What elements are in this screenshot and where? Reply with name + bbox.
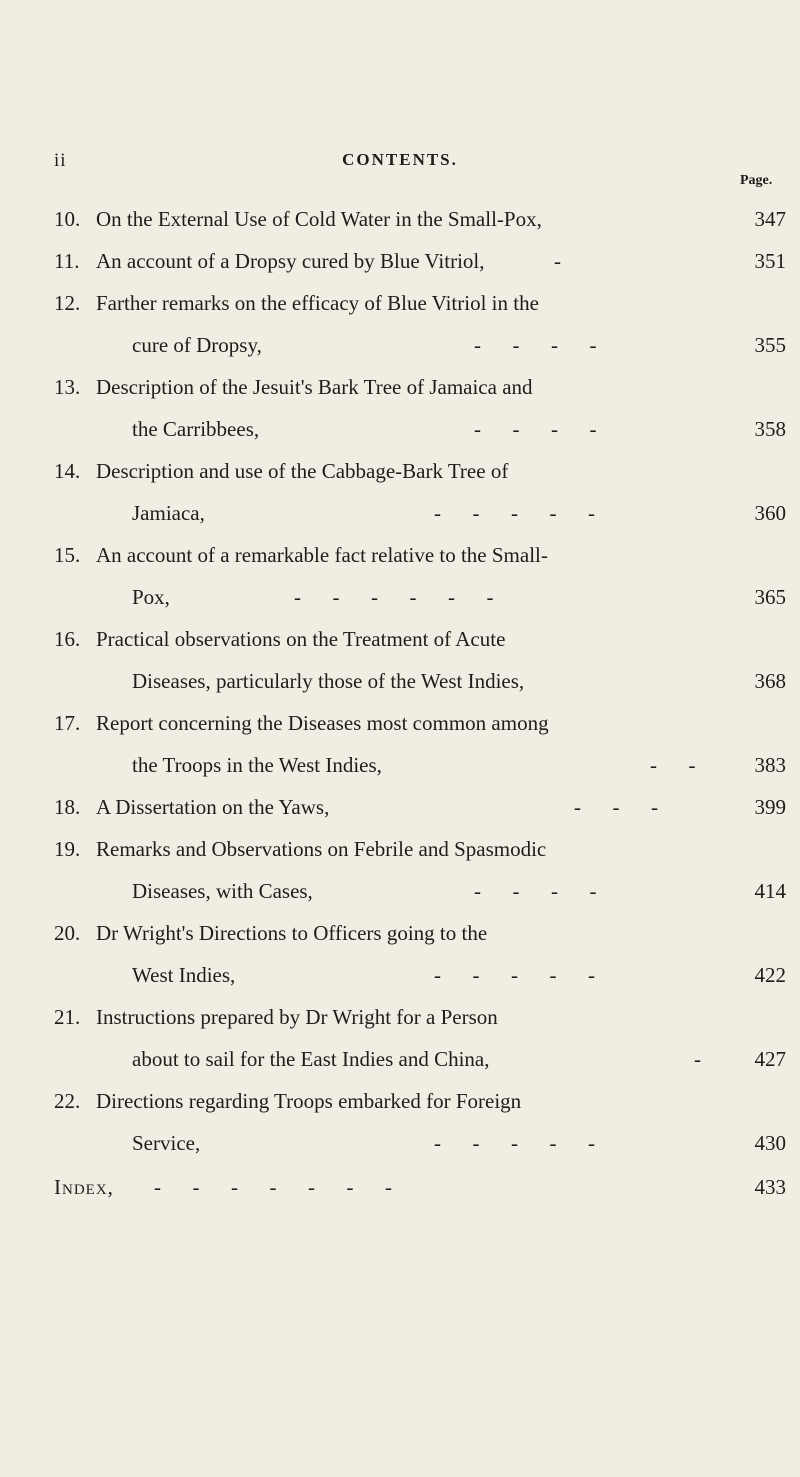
page-number: 355: [754, 333, 786, 357]
page-number: 358: [754, 417, 786, 441]
toc-entry: [54, 366, 794, 450]
entry-title-text: Description of the Jesuit's Bark Tree of Jamaica and: [96, 375, 533, 399]
toc-entry: [54, 198, 794, 240]
toc-entry-line: [54, 828, 794, 870]
entry-title-text: A Dissertation on the Yaws,: [96, 795, 330, 819]
toc-entry: [54, 450, 794, 534]
toc-entry-line: [54, 450, 794, 492]
toc-entry-line: [54, 1038, 794, 1080]
entry-number: 21.: [54, 1005, 81, 1029]
toc-entry-line: [54, 534, 794, 576]
folio-number: ii: [54, 150, 67, 171]
leader-dashes: - - - - -: [434, 1131, 595, 1155]
entry-number: 15.: [54, 543, 81, 567]
entry-title-text: Instructions prepared by Dr Wright for a Person: [96, 1005, 498, 1029]
entry-title-text: Jamiaca,: [132, 501, 205, 525]
entry-number: 20.: [54, 921, 81, 945]
entry-title-text: Practical observations on the Treatment of Acute: [96, 627, 506, 651]
entry-number: 16.: [54, 627, 81, 651]
page-number: 399: [754, 795, 786, 819]
entry-number: 19.: [54, 837, 81, 861]
leader-dashes: - - - - - -: [294, 585, 494, 609]
leader-dashes: - - - -: [474, 417, 597, 441]
entry-title-text: An account of a Dropsy cured by Blue Vitriol,: [96, 249, 485, 273]
page-number: 433: [754, 1175, 786, 1199]
toc-entry: [54, 912, 794, 996]
toc-entry-line: [54, 1080, 794, 1122]
entry-number: 10.: [54, 207, 81, 231]
entry-title-text: about to sail for the East Indies and China,: [132, 1047, 490, 1071]
entry-title-text: Remarks and Observations on Febrile and Spasmodic: [96, 837, 547, 861]
toc-entry-line: [54, 870, 794, 912]
toc-entry-line: [54, 492, 794, 534]
toc-entry: [54, 534, 794, 618]
index-label: Index,: [54, 1175, 114, 1199]
toc-entry-line: [54, 1122, 794, 1164]
page-title: CONTENTS.: [342, 150, 458, 169]
toc-entry: [54, 996, 794, 1080]
toc-entry-line: [54, 702, 794, 744]
page-number: 422: [754, 963, 786, 987]
entry-title-text: Dr Wright's Directions to Officers going to the: [96, 921, 488, 945]
entry-number: 22.: [54, 1089, 81, 1113]
toc-entry: [54, 618, 794, 702]
toc-entry-line: [54, 786, 794, 828]
page-number: 365: [754, 585, 786, 609]
toc-entry-line: [54, 660, 794, 702]
toc-entry-line: [54, 324, 794, 366]
entry-title-text: cure of Dropsy,: [132, 333, 262, 357]
toc-entry: [54, 282, 794, 366]
table-of-contents: [54, 198, 794, 1208]
entry-title-text: Directions regarding Troops embarked for Foreign: [96, 1089, 522, 1113]
page-number: 347: [754, 207, 786, 231]
page-column-label: Page.: [740, 173, 773, 188]
entry-title-text: Service,: [132, 1131, 201, 1155]
entry-title-text: Farther remarks on the efficacy of Blue Vitriol in the: [96, 291, 539, 315]
toc-entry-line: [54, 912, 794, 954]
entry-number: 12.: [54, 291, 81, 315]
entry-title-text: Report concerning the Diseases most common among: [96, 711, 549, 735]
entry-title-text: An account of a remarkable fact relative to the Small-: [96, 543, 548, 567]
toc-entry-line: [54, 282, 794, 324]
toc-entry: [54, 828, 794, 912]
entry-number: 14.: [54, 459, 81, 483]
entry-title-text: Pox,: [132, 585, 170, 609]
page-number: 351: [754, 249, 786, 273]
page-number: 427: [754, 1047, 786, 1071]
page-number: 360: [754, 501, 786, 525]
leader-dashes: -: [694, 1047, 701, 1071]
page-number: 414: [754, 879, 786, 903]
entry-title-text: the Troops in the West Indies,: [132, 753, 382, 777]
toc-entry-line: [54, 576, 794, 618]
leader-dashes: - - - - -: [434, 963, 595, 987]
page-number: 383: [754, 753, 786, 777]
toc-entry-line: [54, 744, 794, 786]
entry-number: 13.: [54, 375, 81, 399]
entry-title-text: Description and use of the Cabbage-Bark Tree of: [96, 459, 509, 483]
toc-entry-line: [54, 996, 794, 1038]
toc-entry-line: [54, 408, 794, 450]
toc-entry-line: [54, 198, 794, 240]
page-number: 430: [754, 1131, 786, 1155]
entry-number: 17.: [54, 711, 81, 735]
leader-dashes: - - - - - - -: [154, 1175, 392, 1199]
toc-entry: [54, 1080, 794, 1164]
toc-entry-line: [54, 366, 794, 408]
toc-entry: [54, 702, 794, 786]
leader-dashes: - -: [650, 753, 696, 777]
leader-dashes: - - - - -: [434, 501, 595, 525]
entry-title-text: On the External Use of Cold Water in the Small-Pox,: [96, 207, 542, 231]
entry-title-text: West Indies,: [132, 963, 236, 987]
leader-dashes: -: [554, 249, 561, 273]
index-entry: [54, 1166, 794, 1208]
toc-entry-line: [54, 954, 794, 996]
toc-entry: [54, 240, 794, 282]
toc-entry-line: [54, 618, 794, 660]
entry-title-text: Diseases, particularly those of the West Indies,: [132, 669, 525, 693]
toc-entry: [54, 786, 794, 828]
leader-dashes: - - - -: [474, 879, 597, 903]
page-number: 368: [754, 669, 786, 693]
entry-number: 11.: [54, 249, 80, 273]
entry-number: 18.: [54, 795, 81, 819]
leader-dashes: - - -: [574, 795, 658, 819]
entry-title-text: Diseases, with Cases,: [132, 879, 313, 903]
toc-entry-line: [54, 240, 794, 282]
leader-dashes: - - - -: [474, 333, 597, 357]
entry-title-text: the Carribbees,: [132, 417, 260, 441]
